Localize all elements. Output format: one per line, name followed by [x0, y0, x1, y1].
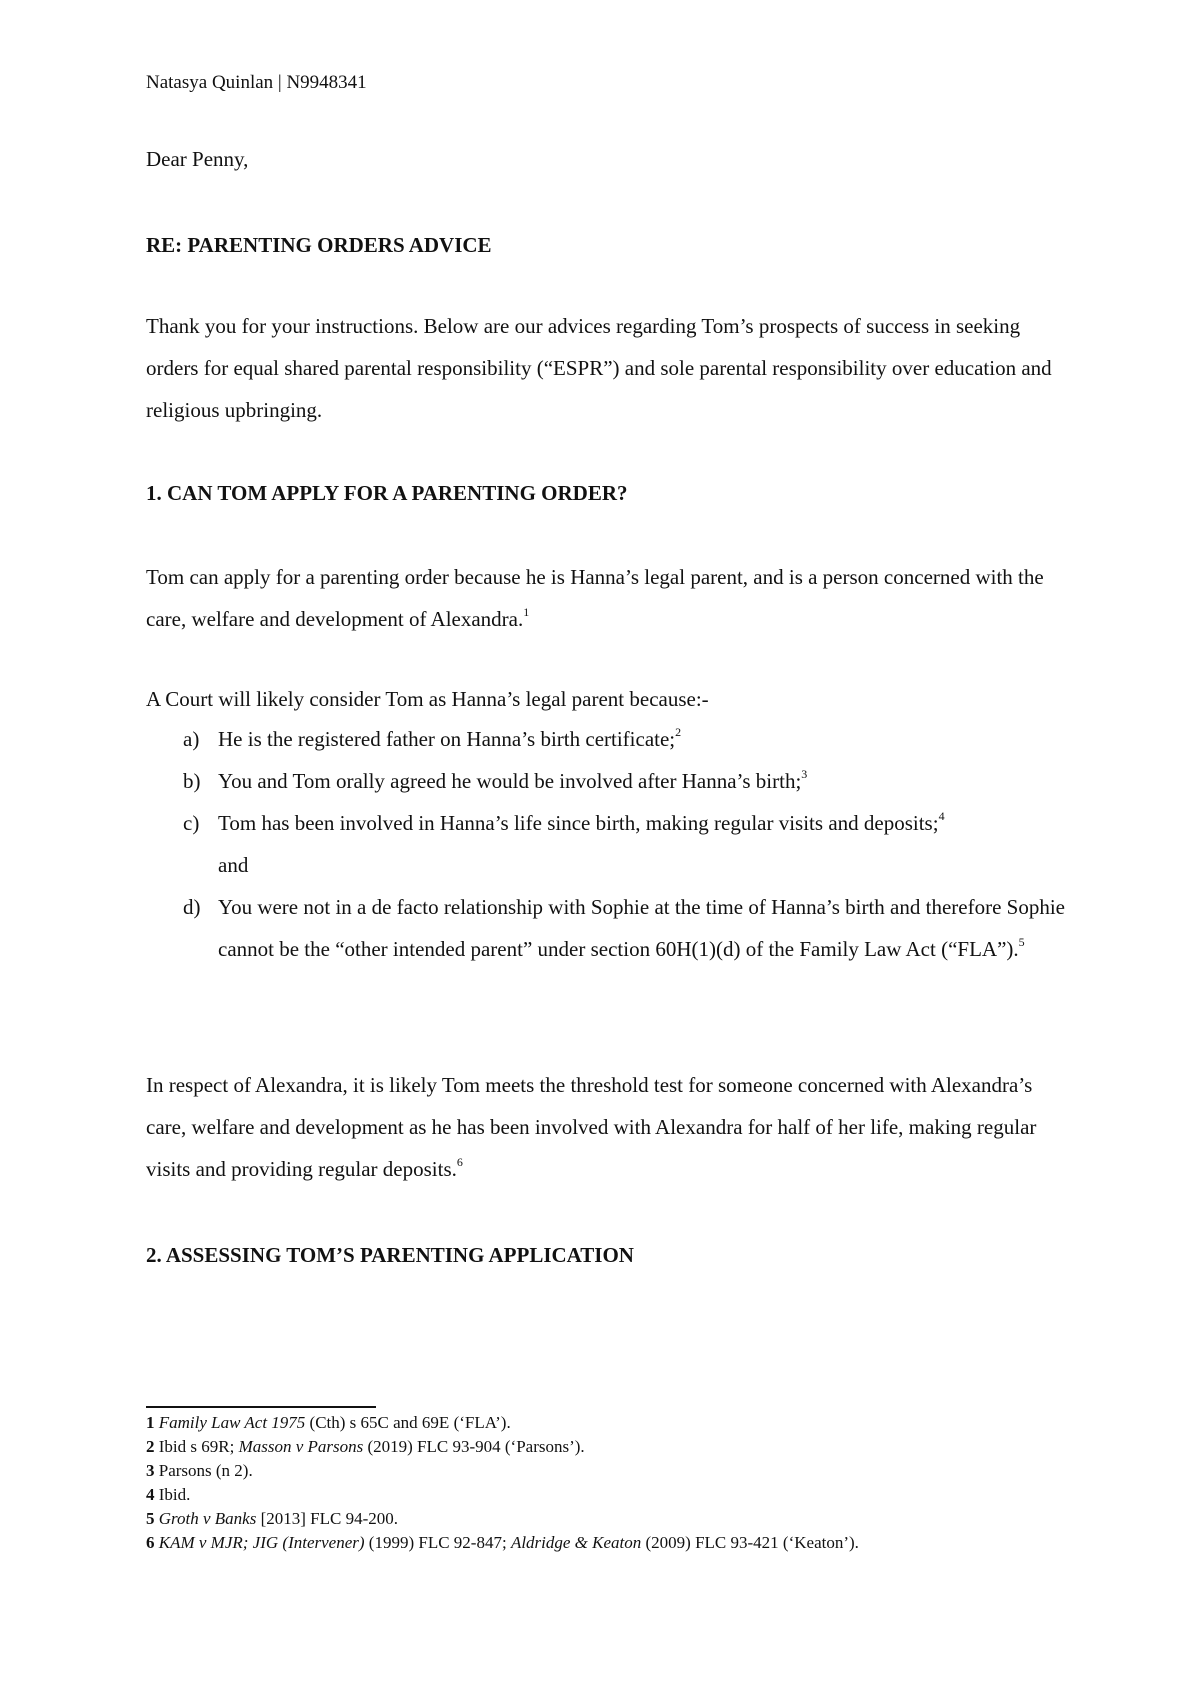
footnote-5 [146, 1507, 1066, 1531]
footnote-case-name: Family Law Act 1975 [158, 1413, 306, 1432]
footnote-case-name: Aldridge & Keaton [510, 1533, 642, 1552]
section-1-paragraph-2 [146, 1064, 1066, 1190]
list-item-text: He is the registered father on Hanna’s birth certificate; [218, 727, 676, 751]
author-header: Natasya Quinlan | N9948341 [146, 72, 367, 93]
list-intro: A Court will likely consider Tom as Hanna’s legal parent because:- [146, 687, 709, 711]
footnote-text: (2019) FLC 93-904 (‘Parsons’). [363, 1437, 585, 1456]
list-item-label: d) [183, 895, 201, 919]
footnote-number: 1 [146, 1413, 155, 1432]
list-item-text: Tom has been involved in Hanna’s life since birth, making regular visits and deposits; [218, 811, 939, 835]
section-2-heading: 2. ASSESSING TOM’S PARENTING APPLICATION [146, 1243, 634, 1267]
footnote-case-name: KAM v MJR; JIG (Intervener) [158, 1533, 365, 1552]
list-item-text: You and Tom orally agreed he would be involved after Hanna’s birth; [218, 769, 802, 793]
footnote-number: 5 [146, 1509, 155, 1528]
footnote-case-name: Masson v Parsons [238, 1437, 364, 1456]
list-item [146, 760, 1066, 802]
list-item [146, 718, 1066, 760]
footnote-separator [146, 1406, 376, 1408]
footnote-number: 4 [146, 1485, 155, 1504]
footnote-4 [146, 1483, 1066, 1507]
footnote-ref[interactable]: 4 [938, 809, 945, 823]
footnote-1 [146, 1411, 1066, 1435]
footnote-3 [146, 1459, 1066, 1483]
footnote-text: Ibid s 69R; [158, 1437, 239, 1456]
list-item [146, 886, 1066, 970]
footnote-text: [2013] FLC 94-200. [256, 1509, 398, 1528]
footnote-text: (2009) FLC 93-421 (‘Keaton’). [641, 1533, 859, 1552]
footnote-number: 2 [146, 1437, 155, 1456]
footnote-6 [146, 1531, 1066, 1555]
footnote-text: Ibid. [158, 1485, 191, 1504]
footnote-text: (Cth) s 65C and 69E (‘FLA’). [305, 1413, 511, 1432]
footnote-number: 6 [146, 1533, 155, 1552]
list-item-label: c) [183, 811, 200, 835]
footnote-ref[interactable]: 5 [1018, 935, 1025, 949]
subject-line: RE: PARENTING ORDERS ADVICE [146, 233, 492, 257]
paragraph-text: In respect of Alexandra, it is likely Tom meets the threshold test for someone concerned with Alexandra’s care, welfare and development as he has been involved with Alexandra for half of her life, making regular visits and providing regular deposits. [146, 1073, 1037, 1181]
list-item-text: You were not in a de facto relationship with Sophie at the time of Hanna’s birth and therefore Sophie cannot be the “other intended parent” under section 60H(1)(d) of the Family Law Act (“FLA”). [218, 895, 1065, 961]
footnote-case-name: Groth v Banks [158, 1509, 257, 1528]
footnote-ref[interactable]: 3 [801, 767, 808, 781]
footnote-ref[interactable]: 6 [456, 1155, 463, 1169]
footnotes [146, 1411, 1066, 1555]
footnote-number: 3 [146, 1461, 155, 1480]
intro-paragraph: Thank you for your instructions. Below are our advices regarding Tom’s prospects of success in seeking orders for equal shared parental responsibility (“ESPR”) and sole parental responsibility over education and religious upbringing. [146, 314, 1052, 422]
footnote-ref[interactable]: 1 [523, 605, 530, 619]
reasons-list [146, 718, 1066, 970]
paragraph-text: Tom can apply for a parenting order because he is Hanna’s legal parent, and is a person concerned with the care, welfare and development of Alexandra. [146, 565, 1044, 631]
list-item [146, 802, 1066, 886]
footnote-2 [146, 1435, 1066, 1459]
list-item-label: a) [183, 727, 200, 751]
footnote-ref[interactable]: 2 [675, 725, 682, 739]
footnote-text: Parsons (n 2). [158, 1461, 253, 1480]
list-item-trailing-text: and [218, 853, 249, 877]
list-item-label: b) [183, 769, 201, 793]
section-1-paragraph-1 [146, 556, 1066, 640]
footnote-text: (1999) FLC 92-847; [364, 1533, 511, 1552]
section-1-heading: 1. CAN TOM APPLY FOR A PARENTING ORDER? [146, 481, 628, 505]
letter-greeting: Dear Penny, [146, 147, 249, 171]
